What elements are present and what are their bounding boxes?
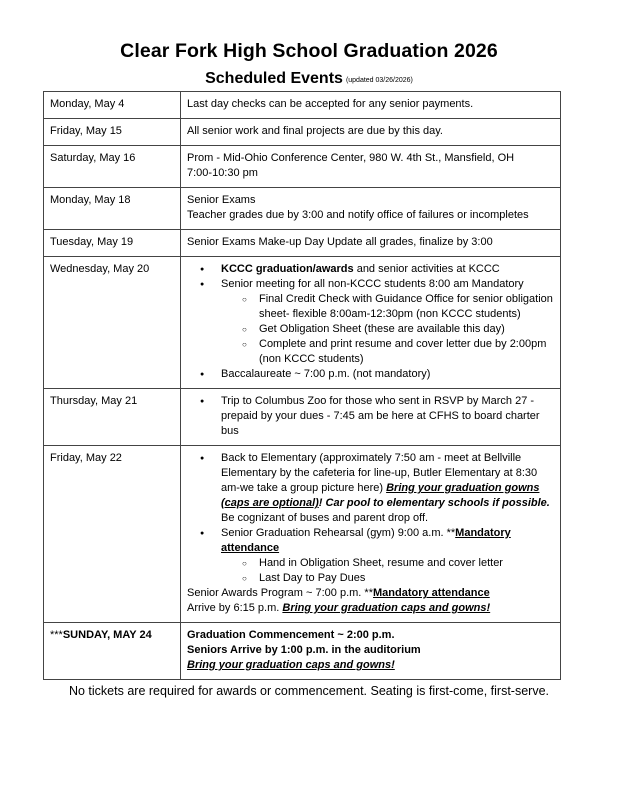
- day-prefix: ***: [50, 629, 63, 641]
- event-line: Senior Exams: [187, 194, 256, 206]
- event-line: [187, 586, 554, 601]
- event-line: [187, 601, 554, 616]
- event-details: Senior Exams Make-up Day Update all grades, finalize by 3:00: [181, 230, 561, 257]
- event-details: [181, 623, 561, 680]
- event-details: [181, 188, 561, 230]
- event-day: [44, 623, 181, 680]
- event-details: Last day checks can be accepted for any senior payments.: [181, 92, 561, 119]
- event-day: Monday, May 18: [44, 188, 181, 230]
- item-text: Senior Awards Program ~ 7:00 p.m. **: [187, 587, 373, 599]
- emphasis-text: Bring your graduation caps and gowns!: [282, 602, 491, 614]
- event-details: [181, 257, 561, 389]
- document-title: Clear Fork High School Graduation 2026: [120, 40, 498, 62]
- item-text: Senior meeting for all non-KCCC students 8:00 am Mandatory: [221, 278, 524, 290]
- table-row: [44, 257, 561, 389]
- event-line: Prom - Mid-Ohio Conference Center, 980 W. 4th St., Mansfield, OH: [187, 152, 515, 164]
- sub-list-item: ○ Hand in Obligation Sheet, resume and cover letter: [259, 556, 554, 571]
- emphasis-text: Bring your graduation gowns (caps are optional): [221, 482, 540, 509]
- document-subtitle: [0, 70, 618, 88]
- sub-list-item: ○ Last Day to Pay Dues: [259, 571, 554, 586]
- bullet-list: [187, 451, 554, 586]
- event-line: Bring your graduation caps and gowns!: [187, 659, 395, 671]
- bullet-list: [187, 394, 554, 439]
- bold-text: KCCC graduation/awards: [221, 263, 354, 275]
- list-item: [221, 451, 554, 526]
- emphasis-text: Mandatory attendance: [372, 587, 490, 599]
- item-text: Arrive by 6:15 p.m.: [187, 602, 283, 614]
- list-item: [221, 277, 554, 367]
- event-day: Thursday, May 21: [44, 389, 181, 446]
- event-day: Monday, May 4: [44, 92, 181, 119]
- events-table: [43, 91, 561, 680]
- list-item: ● Trip to Columbus Zoo for those who sent in RSVP by March 27 - prepaid by your dues - 7:45 am be here at CFHS to board charter bus: [221, 394, 554, 439]
- table-row: [44, 623, 561, 680]
- table-row: [44, 119, 561, 146]
- emphasis-text: ! Car pool to elementary schools if possible.: [318, 497, 550, 509]
- list-item: [221, 526, 554, 586]
- emphasis-text: Mandatory attendance: [221, 527, 511, 554]
- table-row: [44, 230, 561, 257]
- sub-list: [221, 556, 554, 586]
- event-line: Graduation Commencement ~ 2:00 p.m.: [187, 629, 395, 641]
- sub-list-item: ○ Get Obligation Sheet (these are available this day): [259, 322, 554, 337]
- item-text: and senior activities at KCCC: [353, 263, 500, 275]
- table-row: [44, 188, 561, 230]
- event-day: Saturday, May 16: [44, 146, 181, 188]
- item-text: Be cognizant of buses and parent drop off.: [221, 512, 429, 524]
- event-day: Friday, May 22: [44, 446, 181, 623]
- day-text: SUNDAY, MAY 24: [62, 629, 152, 641]
- sub-list-item: ○ Final Credit Check with Guidance Office for senior obligation sheet- flexible 8:00am-12:30pm (non KCCC students): [259, 292, 554, 322]
- updated-note: (updated 03/26/2026): [345, 77, 413, 84]
- event-details: All senior work and final projects are due by this day.: [181, 119, 561, 146]
- table-row: [44, 92, 561, 119]
- event-details: [181, 146, 561, 188]
- event-day: Wednesday, May 20: [44, 257, 181, 389]
- footer-note: No tickets are required for awards or commencement. Seating is first-come, first-serve.: [68, 684, 550, 698]
- subtitle-text: Scheduled Events: [205, 70, 343, 87]
- list-item: ● Baccalaureate ~ 7:00 p.m. (not mandatory): [221, 367, 554, 382]
- bullet-list: [187, 262, 554, 382]
- item-text: Back to Elementary (approximately 7:50 am - meet at Bellville Elementary by the cafeteria for line-up, Butler Elementary at 8:30 am-we take a group picture here): [221, 452, 538, 494]
- event-day: Tuesday, May 19: [44, 230, 181, 257]
- event-line: Teacher grades due by 3:00 and notify office of failures or incompletes: [187, 209, 529, 221]
- sub-list-item: ○ Complete and print resume and cover letter due by 2:00pm (non KCCC students): [259, 337, 554, 367]
- event-day: Friday, May 15: [44, 119, 181, 146]
- item-text: Senior Graduation Rehearsal (gym) 9:00 a.m. **: [221, 527, 456, 539]
- event-line: Seniors Arrive by 1:00 p.m. in the auditorium: [187, 644, 421, 656]
- sub-list: [221, 292, 554, 367]
- table-row: [44, 146, 561, 188]
- table-row: [44, 446, 561, 623]
- event-line: 7:00-10:30 pm: [187, 167, 258, 179]
- list-item: [221, 262, 554, 277]
- table-row: [44, 389, 561, 446]
- event-details: [181, 446, 561, 623]
- event-details: [181, 389, 561, 446]
